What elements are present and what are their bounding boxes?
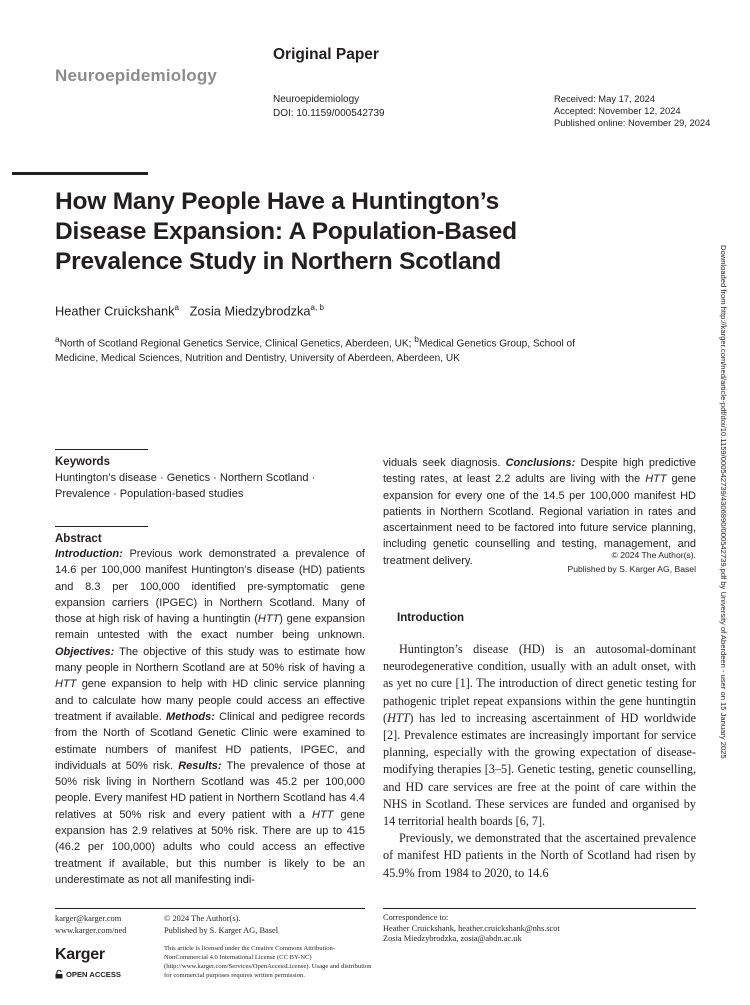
copyright-line: Published by S. Karger AG, Basel xyxy=(567,564,696,574)
paragraph: Huntington’s disease (HD) is an autosomal-dominant neurodegenerative condition, usually with an adult onset, with as yet no cure [1]. The introduction of direct genetic testing for pathogenic triplet repeat expansions within the gene huntingtin (HTT) has led to increasing ascertainment of HD worldwide [2]. Prevalence estimates are increasingly important for service planning, especially with the growing expectation of disease-modifying therapies [3–5]. Genetic testing, genetic counselling, and HD care services are free at the point of care within the NHS in Scotland. These services are funded and organised by 14 territorial health boards [6, 7]. xyxy=(383,642,696,829)
copyright-line: © 2024 The Author(s). xyxy=(611,550,696,560)
abstract-label: Results: xyxy=(178,759,222,772)
doi[interactable]: DOI: 10.1159/000542739 xyxy=(273,108,385,119)
open-access-badge xyxy=(55,970,121,979)
abstract-label: Conclusions: xyxy=(505,457,576,469)
footer-rule xyxy=(55,908,365,909)
copyright-line: Published by S. Karger AG, Basel xyxy=(164,925,279,935)
correspondence-line[interactable]: Zosia Miedzybrodzka, zosia@abdn.ac.uk xyxy=(383,934,522,943)
correspondence-heading: Correspondence to: xyxy=(383,913,449,922)
introduction-heading: Introduction xyxy=(397,612,465,624)
paragraph: Previously, we demonstrated that the ascertained prevalence of manifest HD patients in the North of Scotland had risen by 45.9% from 1984 to 2020, to 14.6 xyxy=(383,831,696,880)
abstract-rule xyxy=(55,526,148,527)
affil-text: Medical Genetics Group, School of Medicine, Medical Sciences, Nutrition and Dentistry, University of Aberdeen, Aberdeen, UK xyxy=(55,338,575,365)
footer-license: This article is licensed under the Creative Commons Attribution-NonCommercial 4.0 International License (CC BY-NC) (http://www.karger.com/Services/OpenAccessLicense). Usage and distribution for commercial purposes requires written permission. xyxy=(164,945,372,979)
keywords-line: Prevalence · Population-based studies xyxy=(55,488,244,500)
received-date: Received: May 17, 2024 xyxy=(554,93,656,104)
affiliations xyxy=(55,332,575,366)
journal-brand: Neuroepidemiology xyxy=(55,66,218,85)
title-line: Disease Expansion: A Population-Based xyxy=(55,218,517,245)
footer-web-link[interactable]: www.karger.com/ned xyxy=(55,925,127,935)
abstract-label: Objectives: xyxy=(55,645,115,658)
keywords-list xyxy=(55,470,355,502)
author-affil-mark: a xyxy=(174,303,179,312)
journal-info xyxy=(273,93,385,121)
abstract-continued: viduals seek diagnosis. Conclusions: Despite high predictive testing rates, at least 2.2 adults are living with the HTT gene expansion for every one of the 14.5 per 100,000 manifest HD patients in Northern Scotland. Regional variation in rates and ascertainment need to be factored into future service planning, including genetic counselling and testing, management, and treatment delivery. xyxy=(383,457,697,567)
footer-copyright xyxy=(164,913,278,936)
affil-mark: a xyxy=(55,334,60,344)
author-name[interactable]: Heather Cruickshank xyxy=(55,303,175,319)
author-name[interactable]: Zosia Miedzybrodzka xyxy=(189,303,311,319)
published-date: Published online: November 29, 2024 xyxy=(554,117,711,128)
footer-contact xyxy=(55,913,126,936)
footer-email-link[interactable]: karger@karger.com xyxy=(55,914,122,923)
copyright-line: © 2024 The Author(s). xyxy=(164,914,241,923)
abstract-copyright xyxy=(530,548,696,576)
article-type: Original Paper xyxy=(273,46,379,63)
affil-text: North of Scotland Regional Genetics Service, Clinical Genetics, Aberdeen, UK; xyxy=(59,338,415,350)
abstract-label: Methods: xyxy=(166,710,215,723)
journal-name: Neuroepidemiology xyxy=(273,94,360,105)
abstract-heading: Abstract xyxy=(55,533,102,545)
title-line: Prevalence Study in Northern Scotland xyxy=(55,248,501,275)
author-list xyxy=(55,303,324,318)
abstract-body: Introduction: Previous work demonstrated a prevalence of 14.6 per 100,000 manifest Huntington’s disease (HD) patients and 8.3 per 100,000 identified pre-symptomatic gene expansion carriers (IPGEC) in Northern Scotland. Many of those at high risk of having a huntingtin (HTT) gene expansion remain untested with the exact number being unknown. Objectives: The objective of this study was to estimate how many people in Northern Scotland are at 50% risk of having a HTT gene expansion to help with HD clinic service planning and to calculate how many people could access an effective treatment if available. Methods: Clinical and pedigree records from the North of Scotland Genetic Clinic were examined to estimate numbers of manifest HD patients, IPGEC, and individuals at 50% risk. Results: The prevalence of those at 50% risk living in Northern Scotland was 45.2 per 100,000 people. Every manifest HD patient in Northern Scotland has 4.4 relatives at 50% risk and every patient with a HTT gene expansion has 2.9 relatives at 50% risk. There are up to 415 (46.2 per 100,000) adults who could access an effective treatment if available, but this number is likely to be an underestimate as not all manifesting indi- xyxy=(55,548,365,886)
article-title xyxy=(55,187,615,277)
download-watermark: Downloaded from http://karger.com/ned/article-pdf/doi/10.1159/000542739/4306890/000542739.pdf by University of Aberdeen - user on 15 January 2025 xyxy=(719,245,728,759)
accepted-date: Accepted: November 12, 2024 xyxy=(554,105,681,116)
karger-logo: Karger xyxy=(55,946,105,963)
keywords-rule xyxy=(55,449,148,450)
article-dates xyxy=(554,93,710,129)
open-lock-icon xyxy=(55,970,63,979)
keywords-line: Huntington’s disease · Genetics · Northern Scotland · xyxy=(55,472,316,484)
title-rule xyxy=(12,172,148,175)
open-access-label: OPEN ACCESS xyxy=(66,970,121,979)
footer-rule xyxy=(383,908,696,909)
introduction-body xyxy=(383,641,696,882)
keywords-heading: Keywords xyxy=(55,456,110,468)
author-affil-mark: a, b xyxy=(310,303,324,312)
title-line: How Many People Have a Huntington’s xyxy=(55,188,500,215)
correspondence-line[interactable]: Heather Cruickshank, heather.cruickshank@nhs.scot xyxy=(383,923,560,933)
abstract-label: Introduction: xyxy=(55,548,123,560)
affil-mark: b xyxy=(414,334,419,344)
correspondence xyxy=(383,913,560,945)
